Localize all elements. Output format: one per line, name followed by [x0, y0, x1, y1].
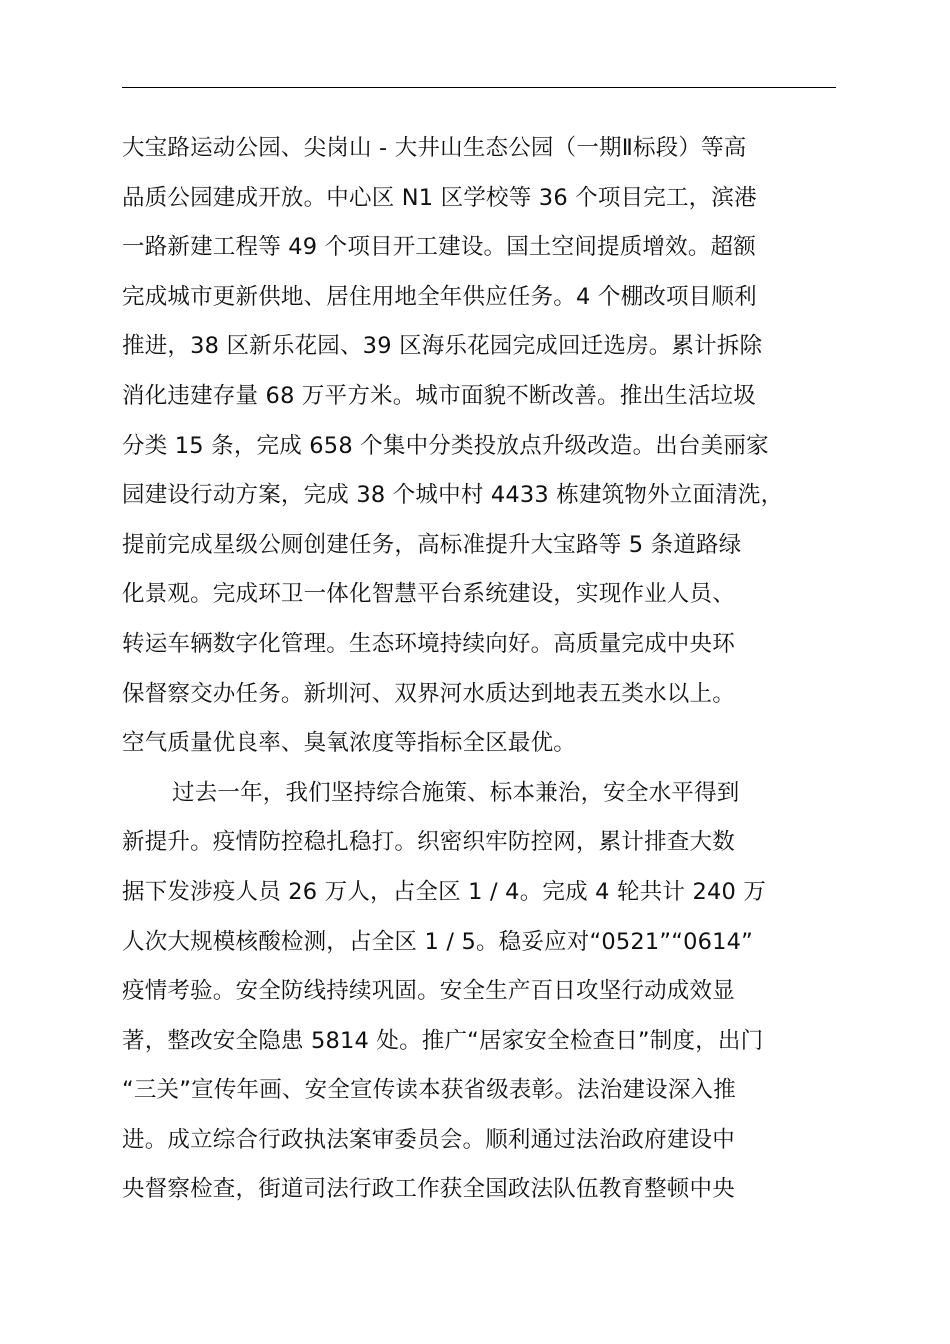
text-line-9: 提前完成星级公厕创建任务，高标准提升大宝路等 5 条道路绿: [122, 531, 742, 558]
text-line-6: 消化违建存量 68 万平方米。城市面貌不断改善。推出生活垃圾: [122, 382, 756, 409]
text-line-7: 分类 15 条，完成 658 个集中分类投放点升级改造。出台美丽家: [122, 432, 769, 459]
text-line-18: 疫情考验。安全防线持续巩固。安全生产百日攻坚行动成效显: [122, 978, 735, 1005]
text-line-12: 保督察交办任务。新圳河、双界河水质达到地表五类水以上。: [122, 680, 735, 707]
text-line-5: 推进，38 区新乐花园、39 区海乐花园完成回迁选房。累计拆除: [122, 333, 763, 360]
header-rule: [122, 87, 836, 88]
text-line-11: 转运车辆数字化管理。生态环境持续向好。高质量完成中央环: [122, 630, 735, 657]
text-line-15: 新提升。疫情防控稳扎稳打。织密织牢防控网，累计排查大数: [122, 829, 735, 856]
text-line-1: 大宝路运动公园、尖岗山 - 大井山生态公园（一期Ⅱ标段）等高: [122, 135, 747, 161]
text-line-10: 化景观。完成环卫一体化智慧平台系统建设，实现作业人员、: [122, 581, 735, 608]
text-line-2: 品质公园建成开放。中心区 N1 区学校等 36 个项目完工，滨港: [122, 184, 757, 211]
document-body: [122, 124, 844, 1215]
text-line-22: 央督察检查，街道司法行政工作获全国政法队伍教育整顿中央: [122, 1176, 735, 1203]
text-line-20: “三关”宣传年画、安全宣传读本获省级表彰。法治建设深入推: [122, 1077, 736, 1104]
text-line-8: 园建设行动方案，完成 38 个城中村 4433 栋建筑物外立面清洗，: [122, 482, 784, 509]
text-line-17: 人次大规模核酸检测，占全区 1 / 5。稳妥应对“0521”“0614”: [122, 928, 754, 955]
text-line-4: 完成城市更新供地、居住用地全年供应任务。4 个棚改项目顺利: [122, 283, 757, 310]
text-line-3: 一路新建工程等 49 个项目开工建设。国土空间提质增效。超额: [122, 234, 756, 261]
paragraph-start-line: 过去一年，我们坚持综合施策、标本兼治，安全水平得到: [172, 779, 740, 806]
text-line-13: 空气质量优良率、臭氧浓度等指标全区最优。: [122, 730, 577, 757]
text-line-16: 据下发涉疫人员 26 万人，占全区 1 / 4。完成 4 轮共计 240 万: [122, 878, 767, 905]
text-line-21: 进。成立综合行政执法案审委员会。顺利通过法治政府建设中: [122, 1126, 735, 1153]
text-line-19: 著，整改安全隐患 5814 处。推广“居家安全检查日”制度，出门: [122, 1027, 764, 1054]
